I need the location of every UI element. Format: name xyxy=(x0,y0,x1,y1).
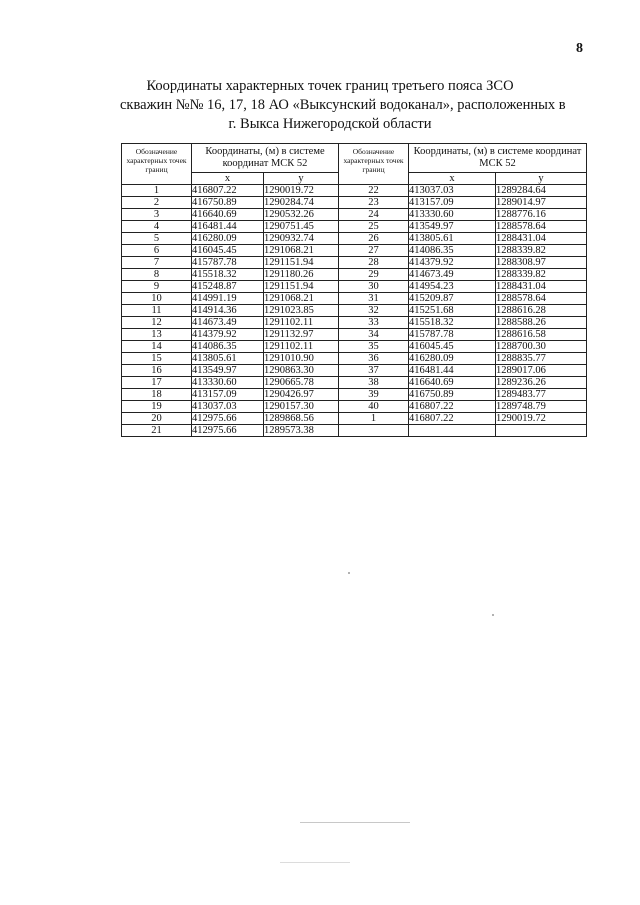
table-row xyxy=(122,353,587,365)
cell-y: 1288431.04 xyxy=(496,233,587,245)
cell-x: 414086.35 xyxy=(192,341,264,353)
cell-x: 413330.60 xyxy=(192,377,264,389)
cell-y: 1290426.97 xyxy=(264,389,339,401)
cell-point: 6 xyxy=(122,245,192,257)
cell-x: 413037.03 xyxy=(192,401,264,413)
cell-point: 16 xyxy=(122,365,192,377)
cell-x: 416045.45 xyxy=(409,341,496,353)
cell-y: 1289483.77 xyxy=(496,389,587,401)
cell-y: 1291151.94 xyxy=(264,281,339,293)
cell-x: 414673.49 xyxy=(192,317,264,329)
cell-point: 1 xyxy=(122,185,192,197)
cell-point: 31 xyxy=(339,293,409,305)
title-line-2: скважин №№ 16, 17, 18 АО «Выксунский водоканал», расположенных в xyxy=(120,97,566,113)
cell-y: 1289017.06 xyxy=(496,365,587,377)
cell-x: 416280.09 xyxy=(192,233,264,245)
cell-y: 1291023.85 xyxy=(264,305,339,317)
scan-speck xyxy=(348,572,350,574)
title-line-1: Координаты характерных точек границ третьего пояса ЗСО xyxy=(146,78,514,94)
table-row xyxy=(122,341,587,353)
cell-x: 416045.45 xyxy=(192,245,264,257)
document-title xyxy=(120,77,566,134)
cell-x: 415248.87 xyxy=(192,281,264,293)
cell-y: 1290932.74 xyxy=(264,233,339,245)
table-row xyxy=(122,185,587,197)
cell-point: 18 xyxy=(122,389,192,401)
cell-point: 28 xyxy=(339,257,409,269)
cell-x: 416807.22 xyxy=(409,401,496,413)
cell-x: 416481.44 xyxy=(192,221,264,233)
table-row xyxy=(122,293,587,305)
cell-x: 413549.97 xyxy=(192,365,264,377)
header-y-left: y xyxy=(264,173,339,185)
cell-x: 416640.69 xyxy=(409,377,496,389)
scan-artifact xyxy=(300,822,410,823)
title-line-3: г. Выкса Нижегородской области xyxy=(228,116,432,132)
cell-y: 1291010.90 xyxy=(264,353,339,365)
cell-point: 26 xyxy=(339,233,409,245)
table-row xyxy=(122,197,587,209)
table-row xyxy=(122,413,587,425)
cell-y: 1288616.58 xyxy=(496,329,587,341)
header-x-right: x xyxy=(409,173,496,185)
cell-x: 412975.66 xyxy=(192,425,264,437)
cell-y: 1290532.26 xyxy=(264,209,339,221)
table-row xyxy=(122,305,587,317)
cell-point xyxy=(339,425,409,437)
table-row xyxy=(122,233,587,245)
cell-x: 414914.36 xyxy=(192,305,264,317)
cell-y: 1288616.28 xyxy=(496,305,587,317)
cell-point: 33 xyxy=(339,317,409,329)
cell-x: 413157.09 xyxy=(192,389,264,401)
cell-point: 14 xyxy=(122,341,192,353)
cell-point: 27 xyxy=(339,245,409,257)
cell-x: 414379.92 xyxy=(409,257,496,269)
header-coords-group-left: Координаты, (м) в системе координат МСК 52 xyxy=(192,144,339,173)
cell-y: 1289573.38 xyxy=(264,425,339,437)
cell-point: 24 xyxy=(339,209,409,221)
cell-x: 414673.49 xyxy=(409,269,496,281)
cell-y: 1289014.97 xyxy=(496,197,587,209)
cell-x: 413157.09 xyxy=(409,197,496,209)
cell-x: 416280.09 xyxy=(409,353,496,365)
cell-y: 1290284.74 xyxy=(264,197,339,209)
cell-x: 416750.89 xyxy=(192,197,264,209)
cell-point: 22 xyxy=(339,185,409,197)
header-coords-group-right: Координаты, (м) в системе координат МСК 52 xyxy=(409,144,587,173)
cell-x: 416481.44 xyxy=(409,365,496,377)
cell-point: 34 xyxy=(339,329,409,341)
cell-y: 1288700.30 xyxy=(496,341,587,353)
cell-y: 1288578.64 xyxy=(496,221,587,233)
cell-x: 412975.66 xyxy=(192,413,264,425)
page-number: 8 xyxy=(576,41,583,56)
cell-point: 11 xyxy=(122,305,192,317)
cell-point: 32 xyxy=(339,305,409,317)
table-row xyxy=(122,389,587,401)
cell-y: 1291102.11 xyxy=(264,317,339,329)
cell-point: 8 xyxy=(122,269,192,281)
cell-y: 1290019.72 xyxy=(264,185,339,197)
cell-point: 17 xyxy=(122,377,192,389)
cell-point: 15 xyxy=(122,353,192,365)
cell-point: 23 xyxy=(339,197,409,209)
cell-x: 414379.92 xyxy=(192,329,264,341)
cell-x: 415518.32 xyxy=(192,269,264,281)
cell-point: 35 xyxy=(339,341,409,353)
table-header-row xyxy=(122,144,587,173)
cell-y: 1289236.26 xyxy=(496,377,587,389)
table-row xyxy=(122,221,587,233)
header-y-right: y xyxy=(496,173,587,185)
cell-x: 415209.87 xyxy=(409,293,496,305)
cell-point: 2 xyxy=(122,197,192,209)
cell-y: 1288835.77 xyxy=(496,353,587,365)
cell-point: 13 xyxy=(122,329,192,341)
cell-x: 413037.03 xyxy=(409,185,496,197)
cell-y: 1288588.26 xyxy=(496,317,587,329)
cell-point: 21 xyxy=(122,425,192,437)
cell-y: 1289868.56 xyxy=(264,413,339,425)
cell-point: 3 xyxy=(122,209,192,221)
cell-y: 1291068.21 xyxy=(264,245,339,257)
table-row xyxy=(122,329,587,341)
table-row xyxy=(122,425,587,437)
cell-point: 30 xyxy=(339,281,409,293)
scan-artifact xyxy=(280,862,350,863)
cell-point: 38 xyxy=(339,377,409,389)
cell-y: 1289284.64 xyxy=(496,185,587,197)
cell-y: 1291068.21 xyxy=(264,293,339,305)
cell-y xyxy=(496,425,587,437)
coordinates-table xyxy=(121,143,587,437)
cell-x: 416640.69 xyxy=(192,209,264,221)
cell-y: 1291132.97 xyxy=(264,329,339,341)
cell-y: 1289748.79 xyxy=(496,401,587,413)
cell-point: 29 xyxy=(339,269,409,281)
cell-point: 39 xyxy=(339,389,409,401)
cell-y: 1288339.82 xyxy=(496,245,587,257)
cell-y: 1288308.97 xyxy=(496,257,587,269)
cell-point: 25 xyxy=(339,221,409,233)
table-row xyxy=(122,281,587,293)
cell-point: 10 xyxy=(122,293,192,305)
cell-x: 415518.32 xyxy=(409,317,496,329)
cell-x: 414086.35 xyxy=(409,245,496,257)
cell-y: 1290751.45 xyxy=(264,221,339,233)
cell-y: 1290019.72 xyxy=(496,413,587,425)
scan-speck xyxy=(492,614,494,616)
cell-x: 413805.61 xyxy=(192,353,264,365)
cell-point: 20 xyxy=(122,413,192,425)
table-row xyxy=(122,377,587,389)
cell-x: 414991.19 xyxy=(192,293,264,305)
cell-point: 1 xyxy=(339,413,409,425)
table-row xyxy=(122,257,587,269)
header-point-label-right: Обозначение характерных точек границ xyxy=(339,144,409,185)
cell-y: 1291151.94 xyxy=(264,257,339,269)
cell-y: 1288578.64 xyxy=(496,293,587,305)
cell-point: 4 xyxy=(122,221,192,233)
cell-x: 415787.78 xyxy=(409,329,496,341)
cell-point: 12 xyxy=(122,317,192,329)
header-x-left: x xyxy=(192,173,264,185)
cell-point: 37 xyxy=(339,365,409,377)
cell-y: 1291102.11 xyxy=(264,341,339,353)
table-row xyxy=(122,269,587,281)
cell-y: 1291180.26 xyxy=(264,269,339,281)
table-row xyxy=(122,317,587,329)
table-row xyxy=(122,365,587,377)
cell-point: 19 xyxy=(122,401,192,413)
cell-point: 9 xyxy=(122,281,192,293)
table-row xyxy=(122,245,587,257)
cell-point: 36 xyxy=(339,353,409,365)
cell-point: 5 xyxy=(122,233,192,245)
header-point-label-left: Обозначение характерных точек границ xyxy=(122,144,192,185)
cell-x: 415787.78 xyxy=(192,257,264,269)
cell-y: 1290863.30 xyxy=(264,365,339,377)
cell-y: 1288431.04 xyxy=(496,281,587,293)
cell-x xyxy=(409,425,496,437)
cell-y: 1288776.16 xyxy=(496,209,587,221)
cell-x: 416807.22 xyxy=(192,185,264,197)
table-row xyxy=(122,401,587,413)
cell-y: 1288339.82 xyxy=(496,269,587,281)
cell-x: 416750.89 xyxy=(409,389,496,401)
cell-point: 7 xyxy=(122,257,192,269)
cell-y: 1290157.30 xyxy=(264,401,339,413)
cell-x: 416807.22 xyxy=(409,413,496,425)
cell-x: 415251.68 xyxy=(409,305,496,317)
cell-x: 413330.60 xyxy=(409,209,496,221)
cell-x: 413549.97 xyxy=(409,221,496,233)
cell-x: 413805.61 xyxy=(409,233,496,245)
cell-point: 40 xyxy=(339,401,409,413)
cell-y: 1290665.78 xyxy=(264,377,339,389)
table-row xyxy=(122,209,587,221)
cell-x: 414954.23 xyxy=(409,281,496,293)
